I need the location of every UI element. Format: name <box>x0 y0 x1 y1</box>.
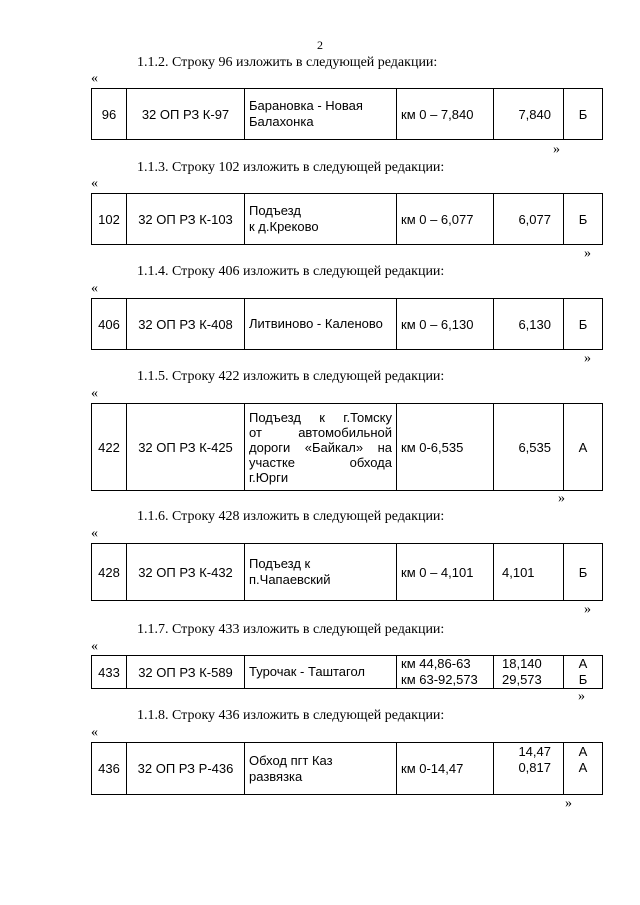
table-row <box>92 544 603 601</box>
road-length: 6,130 <box>494 299 564 350</box>
road-name-line: Подъезд к г.Томску <box>249 409 392 425</box>
road-category: Б <box>564 194 603 245</box>
road-category: Б <box>564 299 603 350</box>
road-table <box>91 298 603 350</box>
road-length-line: 0,817 <box>518 760 551 775</box>
road-length-line: 29,573 <box>502 672 542 687</box>
road-table <box>91 742 603 795</box>
open-quote: « <box>91 639 98 654</box>
row-number: 406 <box>92 299 127 350</box>
road-name-line: Подъезд <box>249 203 301 218</box>
road-code: 32 ОП РЗ К-103 <box>127 194 245 245</box>
road-name <box>245 544 397 601</box>
close-quote: » <box>553 142 560 157</box>
road-table <box>91 403 603 491</box>
road-length: 4,101 <box>494 544 564 601</box>
section-heading: 1.1.5. Строку 422 изложить в следующей редакции: <box>137 369 445 384</box>
row-number: 102 <box>92 194 127 245</box>
road-name-line: Турочак - Таштагол <box>249 664 366 679</box>
road-name-line: участке обхода <box>249 454 392 470</box>
table-row <box>92 299 603 350</box>
road-name <box>245 194 397 245</box>
open-quote: « <box>91 281 98 296</box>
road-table <box>91 543 603 601</box>
km-range-line: км 63-92,573 <box>401 672 478 687</box>
road-name-line: г.Юрги <box>249 469 289 485</box>
table-row <box>92 194 603 245</box>
road-name-line: Балахонка <box>249 114 314 129</box>
road-name-line: п.Чапаевский <box>249 572 331 587</box>
road-name-line: Барановка - Новая <box>249 98 363 113</box>
km-range: км 0 – 7,840 <box>397 89 494 140</box>
km-range-line: км 44,86-63 <box>401 656 471 671</box>
km-range: км 0 – 6,077 <box>397 194 494 245</box>
row-number: 96 <box>92 89 127 140</box>
road-length: 7,840 <box>494 89 564 140</box>
table-row <box>92 656 603 689</box>
close-quote: » <box>558 491 565 506</box>
road-code: 32 ОП РЗ Р-436 <box>127 743 245 795</box>
road-category <box>564 743 603 795</box>
row-number: 436 <box>92 743 127 795</box>
road-code: 32 ОП РЗ К-589 <box>127 656 245 689</box>
road-code: 32 ОП РЗ К-425 <box>127 404 245 491</box>
km-range: км 0 – 6,130 <box>397 299 494 350</box>
table-row <box>92 89 603 140</box>
open-quote: « <box>91 71 98 86</box>
road-category <box>564 656 603 689</box>
road-name-line: Подъезд к <box>249 556 311 571</box>
road-name-line: к д.Креково <box>249 219 319 234</box>
road-length <box>494 743 564 795</box>
road-name-line: Литвиново - Каленово <box>249 316 383 331</box>
road-name <box>245 89 397 140</box>
close-quote: » <box>565 796 572 811</box>
road-category-line: Б <box>578 672 588 687</box>
km-range: км 0-6,535 <box>397 404 494 491</box>
row-number: 428 <box>92 544 127 601</box>
road-name <box>245 743 397 795</box>
road-table <box>91 88 603 140</box>
road-name-line: развязка <box>249 768 303 784</box>
road-code: 32 ОП РЗ К-408 <box>127 299 245 350</box>
section-heading: 1.1.6. Строку 428 изложить в следующей редакции: <box>137 509 445 524</box>
section-heading: 1.1.7. Строку 433 изложить в следующей редакции: <box>137 622 445 637</box>
road-name <box>245 656 397 689</box>
road-table <box>91 655 603 689</box>
road-length <box>494 656 564 689</box>
open-quote: « <box>91 386 98 401</box>
km-range: км 0-14,47 <box>397 743 494 795</box>
road-table <box>91 193 603 245</box>
road-category-line: А <box>578 744 588 759</box>
road-length: 6,077 <box>494 194 564 245</box>
row-number: 433 <box>92 656 127 689</box>
road-length-line: 18,140 <box>502 656 542 671</box>
open-quote: « <box>91 176 98 191</box>
road-category: А <box>564 404 603 491</box>
road-category: Б <box>564 89 603 140</box>
road-name <box>245 404 397 491</box>
close-quote: » <box>578 689 585 704</box>
road-length-line: 14,47 <box>518 744 551 759</box>
road-name <box>245 299 397 350</box>
section-heading: 1.1.4. Строку 406 изложить в следующей редакции: <box>137 264 445 279</box>
open-quote: « <box>91 526 98 541</box>
close-quote: » <box>584 602 591 617</box>
section-heading: 1.1.8. Строку 436 изложить в следующей редакции: <box>137 708 445 723</box>
open-quote: « <box>91 725 98 740</box>
road-name-line: от автомобильной <box>249 424 392 440</box>
road-category-line: А <box>578 656 588 671</box>
close-quote: » <box>584 246 591 261</box>
road-name-line: дороги «Байкал» на <box>249 439 392 455</box>
close-quote: » <box>584 351 591 366</box>
table-row <box>92 743 603 795</box>
road-code: 32 ОП РЗ К-432 <box>127 544 245 601</box>
row-number: 422 <box>92 404 127 491</box>
table-row <box>92 404 603 491</box>
km-range: км 0 – 4,101 <box>397 544 494 601</box>
road-length: 6,535 <box>494 404 564 491</box>
section-heading: 1.1.3. Строку 102 изложить в следующей редакции: <box>137 160 445 175</box>
road-code: 32 ОП РЗ К-97 <box>127 89 245 140</box>
road-name-line: Обход пгт Каз <box>249 752 333 768</box>
page-number: 2 <box>317 38 323 52</box>
section-heading: 1.1.2. Строку 96 изложить в следующей редакции: <box>137 55 438 70</box>
road-category-line: А <box>578 760 588 775</box>
road-category: Б <box>564 544 603 601</box>
km-range <box>397 656 494 689</box>
